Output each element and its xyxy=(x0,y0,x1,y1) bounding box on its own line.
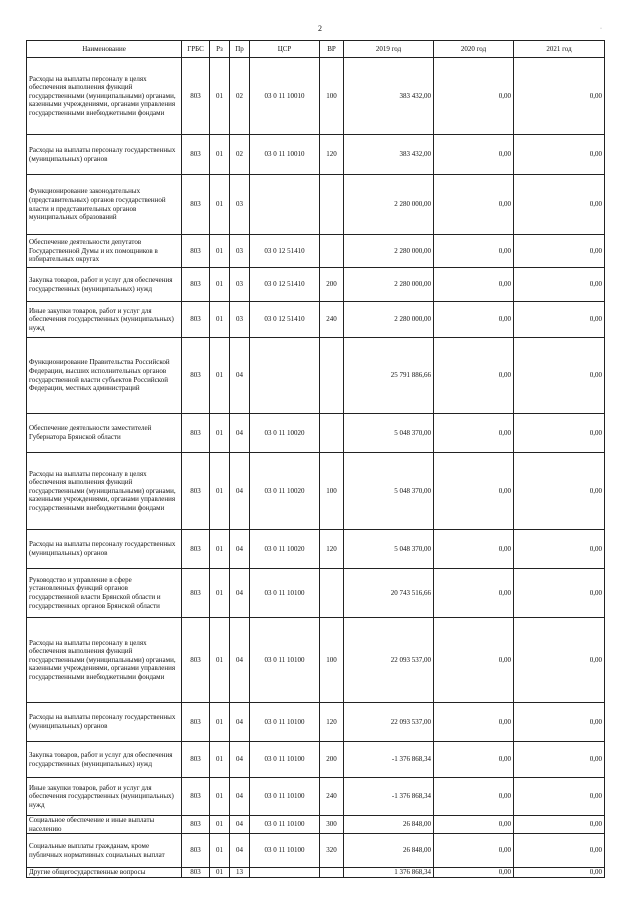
table-body xyxy=(27,58,605,878)
row-vr: 120 xyxy=(320,703,344,742)
row-csr: 03 0 11 10020 xyxy=(250,530,320,569)
row-pr: 04 xyxy=(230,569,250,618)
row-rz: 01 xyxy=(210,618,230,703)
col-header-2021: 2021 год xyxy=(514,41,605,58)
row-pr: 04 xyxy=(230,618,250,703)
row-amount-2019: 25 791 886,66 xyxy=(344,338,434,414)
row-amount-2021: 0,00 xyxy=(514,569,605,618)
row-name: Обеспечение деятельности заместителей Губернатора Брянской области xyxy=(27,414,182,453)
row-pr: 04 xyxy=(230,834,250,868)
row-amount-2019: 2 280 000,00 xyxy=(344,235,434,268)
row-amount-2020: 0,00 xyxy=(434,816,514,834)
row-grbs: 803 xyxy=(182,338,210,414)
table-row xyxy=(27,569,605,618)
row-grbs: 803 xyxy=(182,778,210,816)
row-rz: 01 xyxy=(210,338,230,414)
row-csr xyxy=(250,338,320,414)
page-number: 2 xyxy=(318,24,322,33)
row-amount-2020: 0,00 xyxy=(434,778,514,816)
row-vr: 100 xyxy=(320,618,344,703)
row-name: Расходы на выплаты персоналу в целях обеспечения выполнения функций государственными (муниципальными) органами, казенными учреждениями, органами управления государственными внебюджетными фондами xyxy=(27,58,182,135)
row-name: Руководство и управление в сфере установленных функций органов государственной власти Брянской области и государственных органов Брянской области xyxy=(27,569,182,618)
row-amount-2019: 22 093 537,00 xyxy=(344,703,434,742)
table-row xyxy=(27,302,605,338)
row-amount-2021: 0,00 xyxy=(514,235,605,268)
row-vr: 320 xyxy=(320,834,344,868)
table-row xyxy=(27,703,605,742)
row-pr: 03 xyxy=(230,302,250,338)
row-vr xyxy=(320,235,344,268)
row-csr: 03 0 11 10010 xyxy=(250,135,320,175)
table-row xyxy=(27,414,605,453)
row-amount-2019: 5 048 370,00 xyxy=(344,414,434,453)
row-pr: 04 xyxy=(230,816,250,834)
row-amount-2021: 0,00 xyxy=(514,453,605,530)
row-amount-2019: 22 093 537,00 xyxy=(344,618,434,703)
col-header-grbs: ГРБС xyxy=(182,41,210,58)
row-pr: 02 xyxy=(230,58,250,135)
row-amount-2020: 0,00 xyxy=(434,834,514,868)
row-vr xyxy=(320,414,344,453)
row-amount-2019: 383 432,00 xyxy=(344,135,434,175)
row-pr: 04 xyxy=(230,338,250,414)
row-pr: 13 xyxy=(230,868,250,878)
row-csr: 03 0 11 10100 xyxy=(250,834,320,868)
row-csr: 03 0 11 10100 xyxy=(250,742,320,778)
row-vr: 240 xyxy=(320,302,344,338)
col-header-pr: Пр xyxy=(230,41,250,58)
row-csr: 03 0 12 51410 xyxy=(250,302,320,338)
row-name: Расходы на выплаты персоналу в целях обеспечения выполнения функций государственными (муниципальными) органами, казенными учреждениями, органами управления государственными внебюджетными фондами xyxy=(27,453,182,530)
row-rz: 01 xyxy=(210,703,230,742)
row-grbs: 803 xyxy=(182,268,210,302)
row-csr: 03 0 11 10020 xyxy=(250,453,320,530)
row-csr: 03 0 11 10020 xyxy=(250,414,320,453)
row-name: Обеспечение деятельности депутатов Государственной Думы и их помощников в избирательных округах xyxy=(27,235,182,268)
row-vr: 100 xyxy=(320,58,344,135)
col-header-vr: ВР xyxy=(320,41,344,58)
row-pr: 04 xyxy=(230,453,250,530)
row-rz: 01 xyxy=(210,58,230,135)
row-csr: 03 0 12 51410 xyxy=(250,235,320,268)
row-grbs: 803 xyxy=(182,703,210,742)
row-grbs: 803 xyxy=(182,135,210,175)
row-name: Закупка товаров, работ и услуг для обеспечения государственных (муниципальных) нужд xyxy=(27,268,182,302)
row-csr xyxy=(250,868,320,878)
row-pr: 03 xyxy=(230,175,250,235)
table-row xyxy=(27,268,605,302)
row-grbs: 803 xyxy=(182,569,210,618)
row-vr xyxy=(320,175,344,235)
row-rz: 01 xyxy=(210,175,230,235)
row-rz: 01 xyxy=(210,135,230,175)
row-vr: 240 xyxy=(320,778,344,816)
row-vr xyxy=(320,569,344,618)
row-csr: 03 0 11 10100 xyxy=(250,618,320,703)
row-rz: 01 xyxy=(210,530,230,569)
row-pr: 03 xyxy=(230,235,250,268)
row-vr: 300 xyxy=(320,816,344,834)
row-csr: 03 0 11 10100 xyxy=(250,816,320,834)
row-amount-2020: 0,00 xyxy=(434,742,514,778)
col-header-rz: Рз xyxy=(210,41,230,58)
row-amount-2020: 0,00 xyxy=(434,703,514,742)
row-amount-2019: 2 280 000,00 xyxy=(344,175,434,235)
row-grbs: 803 xyxy=(182,302,210,338)
row-name: Функционирование законодательных (представительных) органов государственной власти и представительных органов муниципальных образований xyxy=(27,175,182,235)
table-row xyxy=(27,58,605,135)
col-header-2019: 2019 год xyxy=(344,41,434,58)
table-row xyxy=(27,778,605,816)
table-row xyxy=(27,618,605,703)
row-amount-2021: 0,00 xyxy=(514,530,605,569)
row-amount-2021: 0,00 xyxy=(514,778,605,816)
col-header-csr: ЦСР xyxy=(250,41,320,58)
row-vr: 100 xyxy=(320,453,344,530)
row-amount-2021: 0,00 xyxy=(514,302,605,338)
row-amount-2019: -1 376 868,34 xyxy=(344,778,434,816)
row-vr: 200 xyxy=(320,742,344,778)
row-pr: 04 xyxy=(230,778,250,816)
row-rz: 01 xyxy=(210,453,230,530)
table-row xyxy=(27,338,605,414)
row-amount-2020: 0,00 xyxy=(434,453,514,530)
row-amount-2019: 2 280 000,00 xyxy=(344,268,434,302)
row-rz: 01 xyxy=(210,302,230,338)
row-csr: 03 0 11 10010 xyxy=(250,58,320,135)
row-grbs: 803 xyxy=(182,453,210,530)
row-csr xyxy=(250,175,320,235)
header-row xyxy=(27,41,605,58)
row-pr: 02 xyxy=(230,135,250,175)
row-vr: 120 xyxy=(320,135,344,175)
row-amount-2021: 0,00 xyxy=(514,742,605,778)
table-row xyxy=(27,453,605,530)
table-row xyxy=(27,530,605,569)
row-pr: 03 xyxy=(230,268,250,302)
corner-mark: · xyxy=(600,26,602,32)
row-amount-2021: 0,00 xyxy=(514,414,605,453)
budget-table xyxy=(26,40,605,878)
row-pr: 04 xyxy=(230,742,250,778)
row-name: Закупка товаров, работ и услуг для обеспечения государственных (муниципальных) нужд xyxy=(27,742,182,778)
row-amount-2019: 1 376 868,34 xyxy=(344,868,434,878)
row-grbs: 803 xyxy=(182,742,210,778)
row-rz: 01 xyxy=(210,778,230,816)
row-amount-2020: 0,00 xyxy=(434,58,514,135)
row-amount-2021: 0,00 xyxy=(514,834,605,868)
row-amount-2021: 0,00 xyxy=(514,703,605,742)
table-row xyxy=(27,135,605,175)
row-vr: 120 xyxy=(320,530,344,569)
row-amount-2020: 0,00 xyxy=(434,338,514,414)
row-amount-2021: 0,00 xyxy=(514,868,605,878)
row-amount-2020: 0,00 xyxy=(434,268,514,302)
row-amount-2019: 5 048 370,00 xyxy=(344,530,434,569)
row-pr: 04 xyxy=(230,414,250,453)
row-grbs: 803 xyxy=(182,834,210,868)
table-row xyxy=(27,235,605,268)
row-name: Расходы на выплаты персоналу государственных (муниципальных) органов xyxy=(27,703,182,742)
row-amount-2020: 0,00 xyxy=(434,414,514,453)
row-rz: 01 xyxy=(210,414,230,453)
row-amount-2020: 0,00 xyxy=(434,175,514,235)
table-row xyxy=(27,816,605,834)
row-rz: 01 xyxy=(210,816,230,834)
row-amount-2021: 0,00 xyxy=(514,618,605,703)
row-grbs: 803 xyxy=(182,58,210,135)
row-vr xyxy=(320,338,344,414)
row-rz: 01 xyxy=(210,742,230,778)
row-amount-2020: 0,00 xyxy=(434,569,514,618)
row-csr: 03 0 11 10100 xyxy=(250,703,320,742)
row-csr: 03 0 12 51410 xyxy=(250,268,320,302)
row-name: Расходы на выплаты персоналу государственных (муниципальных) органов xyxy=(27,135,182,175)
row-amount-2020: 0,00 xyxy=(434,135,514,175)
row-amount-2019: -1 376 868,34 xyxy=(344,742,434,778)
row-amount-2020: 0,00 xyxy=(434,235,514,268)
row-rz: 01 xyxy=(210,235,230,268)
row-grbs: 803 xyxy=(182,618,210,703)
row-name: Функционирование Правительства Российской Федерации, высших исполнительных органов государственной власти субъектов Российской Федерации, местных администраций xyxy=(27,338,182,414)
table-row xyxy=(27,868,605,878)
row-amount-2019: 20 743 516,66 xyxy=(344,569,434,618)
col-header-name: Наименование xyxy=(27,41,182,58)
row-amount-2019: 26 848,00 xyxy=(344,816,434,834)
table-row xyxy=(27,834,605,868)
row-pr: 04 xyxy=(230,530,250,569)
row-grbs: 803 xyxy=(182,868,210,878)
row-rz: 01 xyxy=(210,268,230,302)
row-amount-2019: 383 432,00 xyxy=(344,58,434,135)
row-grbs: 803 xyxy=(182,175,210,235)
row-rz: 01 xyxy=(210,569,230,618)
row-amount-2021: 0,00 xyxy=(514,135,605,175)
row-amount-2021: 0,00 xyxy=(514,816,605,834)
row-name: Иные закупки товаров, работ и услуг для обеспечения государственных (муниципальных) нужд xyxy=(27,778,182,816)
row-amount-2021: 0,00 xyxy=(514,268,605,302)
row-name: Расходы на выплаты персоналу государственных (муниципальных) органов xyxy=(27,530,182,569)
row-pr: 04 xyxy=(230,703,250,742)
row-rz: 01 xyxy=(210,834,230,868)
row-amount-2019: 2 280 000,00 xyxy=(344,302,434,338)
row-grbs: 803 xyxy=(182,414,210,453)
row-name: Иные закупки товаров, работ и услуг для обеспечения государственных (муниципальных) нужд xyxy=(27,302,182,338)
col-header-2020: 2020 год xyxy=(434,41,514,58)
row-name: Социальные выплаты гражданам, кроме публичных нормативных социальных выплат xyxy=(27,834,182,868)
row-name: Другие общегосударственные вопросы xyxy=(27,868,182,878)
row-grbs: 803 xyxy=(182,235,210,268)
row-amount-2020: 0,00 xyxy=(434,618,514,703)
table-row xyxy=(27,742,605,778)
row-amount-2020: 0,00 xyxy=(434,530,514,569)
row-grbs: 803 xyxy=(182,816,210,834)
row-grbs: 803 xyxy=(182,530,210,569)
row-rz: 01 xyxy=(210,868,230,878)
row-name: Расходы на выплаты персоналу в целях обеспечения выполнения функций государственными (муниципальными) органами, казенными учреждениями, органами управления государственными внебюджетными фондами xyxy=(27,618,182,703)
row-amount-2020: 0,00 xyxy=(434,868,514,878)
table-row xyxy=(27,175,605,235)
row-amount-2021: 0,00 xyxy=(514,58,605,135)
row-vr xyxy=(320,868,344,878)
row-amount-2021: 0,00 xyxy=(514,175,605,235)
row-amount-2021: 0,00 xyxy=(514,338,605,414)
row-vr: 200 xyxy=(320,268,344,302)
row-amount-2019: 26 848,00 xyxy=(344,834,434,868)
row-csr: 03 0 11 10100 xyxy=(250,569,320,618)
row-amount-2020: 0,00 xyxy=(434,302,514,338)
row-csr: 03 0 11 10100 xyxy=(250,778,320,816)
row-amount-2019: 5 048 370,00 xyxy=(344,453,434,530)
row-name: Социальное обеспечение и иные выплаты населению xyxy=(27,816,182,834)
